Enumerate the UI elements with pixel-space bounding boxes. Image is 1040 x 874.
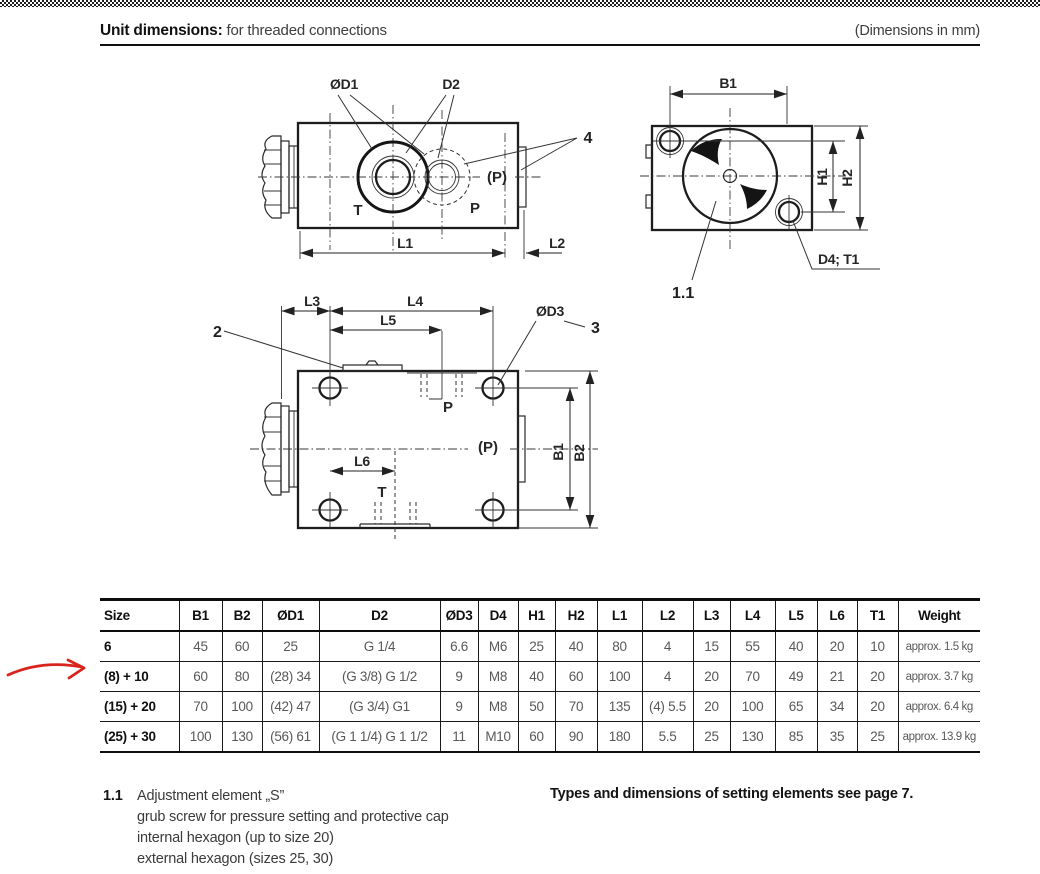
- front-view: [258, 76, 593, 259]
- table-cell: 21: [817, 662, 857, 692]
- footnote-line-2: grub screw for pressure setting and protective cap: [137, 809, 449, 825]
- dim-table-head: [100, 600, 980, 632]
- end-h2-label: H2: [839, 169, 855, 187]
- table-cell: 60: [179, 662, 222, 692]
- table-row-label: (25) + 30: [100, 722, 179, 753]
- table-header-size: Size: [100, 600, 179, 632]
- table-cell: 10: [857, 631, 898, 662]
- table-cell: (28) 34: [262, 662, 319, 692]
- table-cell: 20: [817, 631, 857, 662]
- table-row: [100, 631, 980, 662]
- table-cell: 70: [730, 662, 775, 692]
- table-cell: (G 3/8) G 1/2: [319, 662, 440, 692]
- top-l4-label: L4: [407, 293, 423, 309]
- top-od3-label: ØD3: [536, 303, 564, 319]
- table-cell: 60: [555, 662, 597, 692]
- table-header-d1: ØD1: [262, 600, 319, 632]
- table-cell: 20: [857, 692, 898, 722]
- page-subtitle: for threaded connections: [222, 22, 387, 39]
- footnote-line-1: Adjustment element „S”: [137, 788, 285, 804]
- front-d2-label: D2: [442, 76, 460, 92]
- dim-table-body: [100, 631, 980, 752]
- table-cell: 49: [775, 662, 817, 692]
- table-cell: 60: [518, 722, 555, 753]
- top-view: [213, 293, 600, 540]
- table-cell: 65: [775, 692, 817, 722]
- table-cell: 4: [642, 631, 693, 662]
- table-cell: 130: [730, 722, 775, 753]
- table-cell: 34: [817, 692, 857, 722]
- table-cell: 70: [555, 692, 597, 722]
- front-l1-label: L1: [397, 235, 413, 251]
- table-row-label: (15) + 20: [100, 692, 179, 722]
- table-cell: 9: [440, 692, 478, 722]
- table-header-l5: L5: [775, 600, 817, 632]
- table-cell: 100: [179, 722, 222, 753]
- table-cell: 25: [262, 631, 319, 662]
- top-item3-label: 3: [591, 320, 600, 337]
- end-b1-label: B1: [719, 75, 737, 91]
- table-cell: 4: [642, 662, 693, 692]
- table-header-t1: T1: [857, 600, 898, 632]
- table-header-d2: D2: [319, 600, 440, 632]
- table-cell: 60: [222, 631, 262, 662]
- top-item2-label: 2: [213, 324, 222, 341]
- end-view: [640, 75, 880, 302]
- footnote-line-4: external hexagon (sizes 25, 30): [137, 851, 334, 867]
- end-d4t1-label: D4; T1: [818, 251, 859, 267]
- top-b1-label: B1: [550, 443, 566, 461]
- table-header-d3: ØD3: [440, 600, 478, 632]
- table-cell: 25: [857, 722, 898, 753]
- table-cell: approx. 6.4 kg: [898, 692, 980, 722]
- technical-drawings: [0, 50, 1040, 595]
- table-cell: 40: [775, 631, 817, 662]
- table-cell: 40: [555, 631, 597, 662]
- table-cell: approx. 1.5 kg: [898, 631, 980, 662]
- table-cell: 25: [693, 722, 730, 753]
- table-cell: 80: [597, 631, 642, 662]
- table-cell: 100: [730, 692, 775, 722]
- table-cell: 6.6: [440, 631, 478, 662]
- red-annotation-arrow: [0, 648, 110, 698]
- table-row-label: 6: [100, 631, 179, 662]
- top-t-label: T: [377, 484, 387, 501]
- table-cell: 85: [775, 722, 817, 753]
- header-rule: [100, 44, 980, 46]
- table-cell: 80: [222, 662, 262, 692]
- table-header-b1: B1: [179, 600, 222, 632]
- front-t-label: T: [353, 202, 363, 219]
- table-header-weight: Weight: [898, 600, 980, 632]
- units-note: (Dimensions in mm): [854, 23, 980, 39]
- dim-table: [100, 598, 980, 753]
- table-cell: 20: [693, 662, 730, 692]
- table-row: [100, 722, 980, 753]
- top-l3-label: L3: [304, 293, 320, 309]
- footnote-line-3: internal hexagon (up to size 20): [137, 830, 334, 846]
- table-cell: 180: [597, 722, 642, 753]
- front-l2-label: L2: [549, 235, 565, 251]
- table-cell: M8: [478, 692, 518, 722]
- top-l6-label: L6: [354, 453, 370, 469]
- table-cell: 100: [222, 692, 262, 722]
- table-cell: 40: [518, 662, 555, 692]
- table-cell: 130: [222, 722, 262, 753]
- table-cell: (G 3/4) G1: [319, 692, 440, 722]
- table-header-l6: L6: [817, 600, 857, 632]
- table-cell: 45: [179, 631, 222, 662]
- table-cell: (42) 47: [262, 692, 319, 722]
- setting-elements-note: Types and dimensions of setting elements see page 7.: [550, 786, 914, 802]
- table-cell: 135: [597, 692, 642, 722]
- table-cell: 25: [518, 631, 555, 662]
- table-header-l4: L4: [730, 600, 775, 632]
- table-cell: M10: [478, 722, 518, 753]
- table-header-h2: H2: [555, 600, 597, 632]
- end-item11-label: 1.1: [672, 285, 695, 302]
- top-l5-label: L5: [380, 312, 396, 328]
- table-row-label: (8) + 10: [100, 662, 179, 692]
- table-header-l2: L2: [642, 600, 693, 632]
- table-row: [100, 662, 980, 692]
- table-header-h1: H1: [518, 600, 555, 632]
- end-h1-label: H1: [814, 168, 830, 186]
- footnote-ref: 1.1: [103, 788, 123, 804]
- front-p-label: P: [469, 200, 481, 217]
- table-row: [100, 692, 980, 722]
- table-cell: M8: [478, 662, 518, 692]
- table-header-l1: L1: [597, 600, 642, 632]
- table-cell: (56) 61: [262, 722, 319, 753]
- table-cell: 9: [440, 662, 478, 692]
- table-cell: 70: [179, 692, 222, 722]
- top-b2-label: B2: [571, 444, 587, 462]
- table-cell: 15: [693, 631, 730, 662]
- table-cell: approx. 3.7 kg: [898, 662, 980, 692]
- table-cell: 50: [518, 692, 555, 722]
- table-cell: (G 1 1/4) G 1 1/2: [319, 722, 440, 753]
- scan-edge-strip: [0, 0, 1040, 7]
- top-p-label: P: [442, 399, 454, 416]
- front-item4-label: 4: [583, 130, 593, 147]
- table-cell: (4) 5.5: [642, 692, 693, 722]
- table-cell: 20: [857, 662, 898, 692]
- table-header-l3: L3: [693, 600, 730, 632]
- table-cell: approx. 13.9 kg: [898, 722, 980, 753]
- footnote-block: [103, 786, 543, 870]
- table-header-d4: D4: [478, 600, 518, 632]
- table-cell: 5.5: [642, 722, 693, 753]
- table-cell: G 1/4: [319, 631, 440, 662]
- page-title: Unit dimensions:: [100, 22, 223, 39]
- table-cell: 90: [555, 722, 597, 753]
- table-cell: 55: [730, 631, 775, 662]
- table-cell: 100: [597, 662, 642, 692]
- top-p-paren-label: (P): [478, 439, 498, 456]
- page-header: [100, 22, 980, 46]
- table-cell: 11: [440, 722, 478, 753]
- front-p-paren-label: (P): [487, 169, 507, 186]
- table-cell: 35: [817, 722, 857, 753]
- front-od1-label: ØD1: [330, 76, 358, 92]
- table-cell: M6: [478, 631, 518, 662]
- table-header-b2: B2: [222, 600, 262, 632]
- table-cell: 20: [693, 692, 730, 722]
